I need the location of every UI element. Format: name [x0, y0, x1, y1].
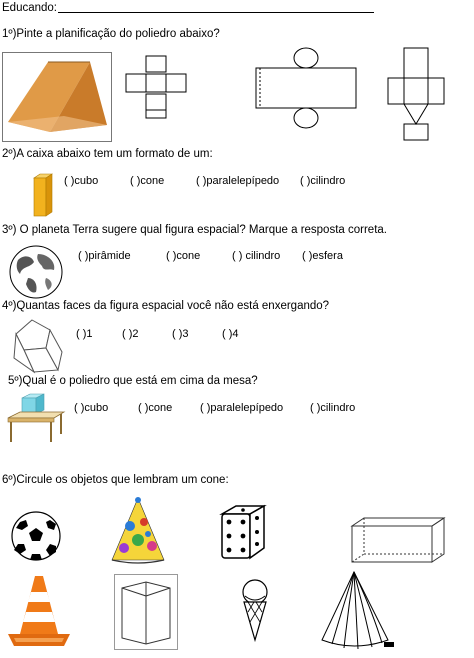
traffic-cone-icon[interactable]: [6, 574, 72, 650]
rectangular-box-icon[interactable]: [348, 516, 448, 566]
triangular-prism-icon: [2, 52, 112, 142]
box-icon: [32, 172, 54, 218]
q5-text: 5º)Qual é o poliedro que está em cima da mesa?: [8, 375, 258, 387]
q2-option-paralelepipedo[interactable]: ( )paralelepípedo: [196, 175, 280, 187]
q2-text: 2º)A caixa abaixo tem um formato de um:: [2, 148, 213, 160]
prism-outline-icon[interactable]: [114, 574, 178, 650]
party-hat-icon[interactable]: [108, 496, 168, 566]
table-with-cube-icon: [4, 392, 66, 444]
q4-option-3[interactable]: ( )3: [172, 328, 189, 340]
q2-option-cone[interactable]: ( )cone: [130, 175, 165, 187]
soccer-ball-icon[interactable]: [10, 510, 62, 562]
q5-option-cilindro[interactable]: ( )cilindro: [310, 402, 356, 414]
prism-net-icon: [386, 44, 450, 144]
q2-option-cubo[interactable]: ( )cubo: [64, 175, 99, 187]
cylinder-net-icon: [250, 46, 362, 130]
pentagonal-prism-icon: [10, 318, 68, 374]
q3-option-cone[interactable]: ( )cone: [166, 250, 201, 262]
q5-option-cubo[interactable]: ( )cubo: [74, 402, 109, 414]
q4-option-4[interactable]: ( )4: [222, 328, 239, 340]
q3-option-piramide[interactable]: ( )pirâmide: [78, 250, 131, 262]
q3-text: 3º) O planeta Terra sugere qual figura espacial? Marque a resposta correta.: [2, 224, 387, 236]
q4-option-1[interactable]: ( )1: [76, 328, 93, 340]
q4-option-2[interactable]: ( )2: [122, 328, 139, 340]
q4-text: 4º)Quantas faces da figura espacial você não está enxergando?: [2, 300, 330, 312]
earth-globe-icon: [8, 244, 64, 300]
q5-option-paralelepipedo[interactable]: ( )paralelepípedo: [200, 402, 284, 414]
q2-option-cilindro[interactable]: ( )cilindro: [300, 175, 346, 187]
q1-text: 1º)Pinte a planificação do poliedro abaixo?: [2, 28, 220, 40]
q3-option-cilindro[interactable]: ( ) cilindro: [232, 250, 281, 262]
ice-cream-cone-icon[interactable]: [240, 578, 270, 642]
cone-drawing-icon[interactable]: [318, 570, 398, 650]
dice-icon[interactable]: [216, 504, 268, 562]
cube-net-icon: [124, 54, 190, 120]
name-line[interactable]: [58, 12, 374, 13]
q3-option-esfera[interactable]: ( )esfera: [302, 250, 343, 262]
q6-text: 6º)Circule os objetos que lembram um cone:: [2, 474, 229, 486]
q5-option-cone[interactable]: ( )cone: [138, 402, 173, 414]
educando-label: Educando:: [2, 2, 57, 14]
